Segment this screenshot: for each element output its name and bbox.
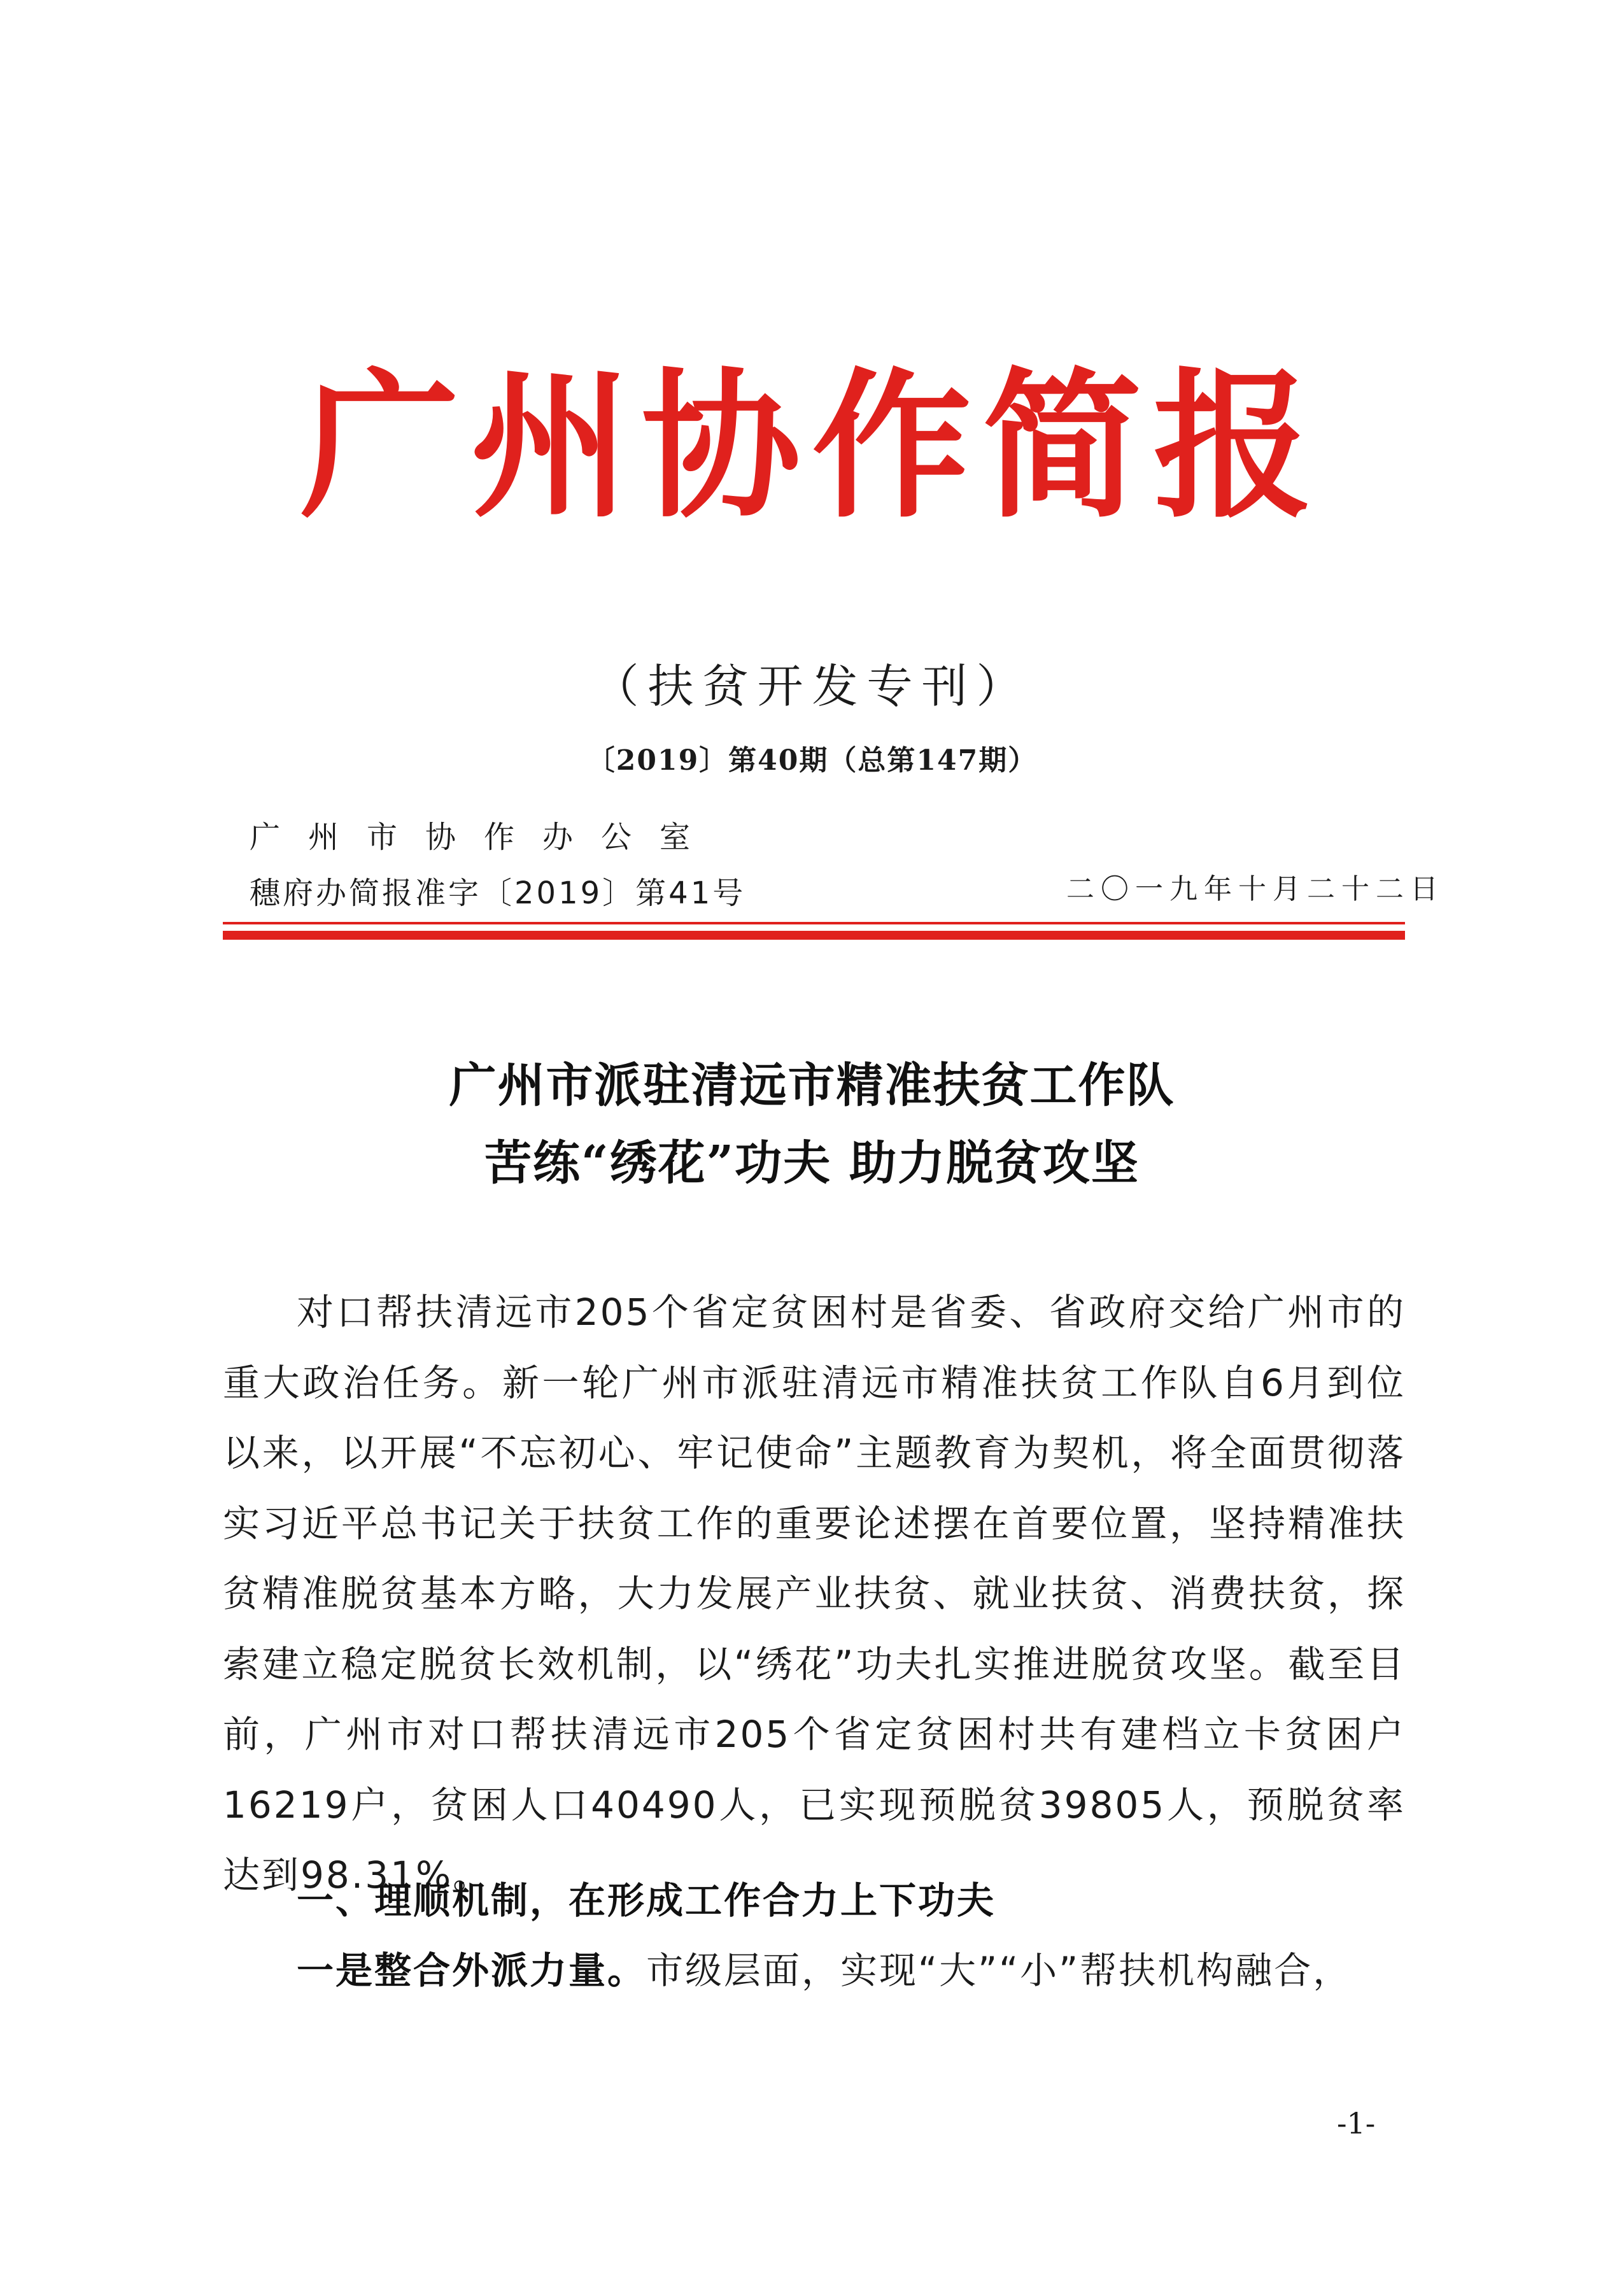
header-rule-thick bbox=[223, 931, 1405, 940]
masthead-subtitle: （扶贫开发专刊） bbox=[593, 660, 1031, 713]
issue-number: 〔2019〕第40期（总第147期） bbox=[586, 744, 1038, 777]
paragraph-1-text: 市级层面，实现“大”“小”帮扶机构融合， bbox=[646, 1949, 1352, 1992]
article-title-line-1: 广州市派驻清远市精准扶贫工作队 bbox=[449, 1058, 1175, 1113]
approval-number: 穗府办简报准字〔2019〕第41号 bbox=[250, 875, 746, 911]
header-rule-thin bbox=[223, 922, 1405, 924]
article-title-line-2: 苦练“绣花”功夫 助力脱贫攻坚 bbox=[484, 1136, 1140, 1191]
paragraph-1-lead: 一是整合外派力量。 bbox=[297, 1949, 647, 1992]
page-number: -1- bbox=[1337, 2106, 1376, 2140]
paragraph-1 bbox=[297, 1935, 1406, 2006]
issue-date: 二〇一九年十月二十二日 bbox=[1066, 873, 1444, 905]
issuing-office: 广州市协作办公室 bbox=[250, 819, 719, 855]
masthead-title: 广州协作简报 bbox=[300, 352, 1324, 539]
section-heading-1: 一、理顺机制，在形成工作合力上下功夫 bbox=[297, 1879, 996, 1922]
intro-paragraph: 对口帮扶清远市205个省定贫困村是省委、省政府交给广州市的重大政治任务。新一轮广州市派驻清远市精准扶贫工作队自6月到位以来，以开展“不忘初心、牢记使命”主题教育为契机，将全面贯彻落实习近平总书记关于扶贫工作的重要论述摆在首要位置，坚持精准扶贫精准脱贫基本方略，大力发展产业扶贫、就业扶贫、消费扶贫，探索建立稳定脱贫长效机制，以“绣花”功夫扎实推进脱贫攻坚。截至目前，广州市对口帮扶清远市205个省定贫困村共有建档立卡贫困户16219户，贫困人口40490人，已实现预脱贫39805人，预脱贫率达到98.31%。 bbox=[223, 1291, 1406, 1897]
